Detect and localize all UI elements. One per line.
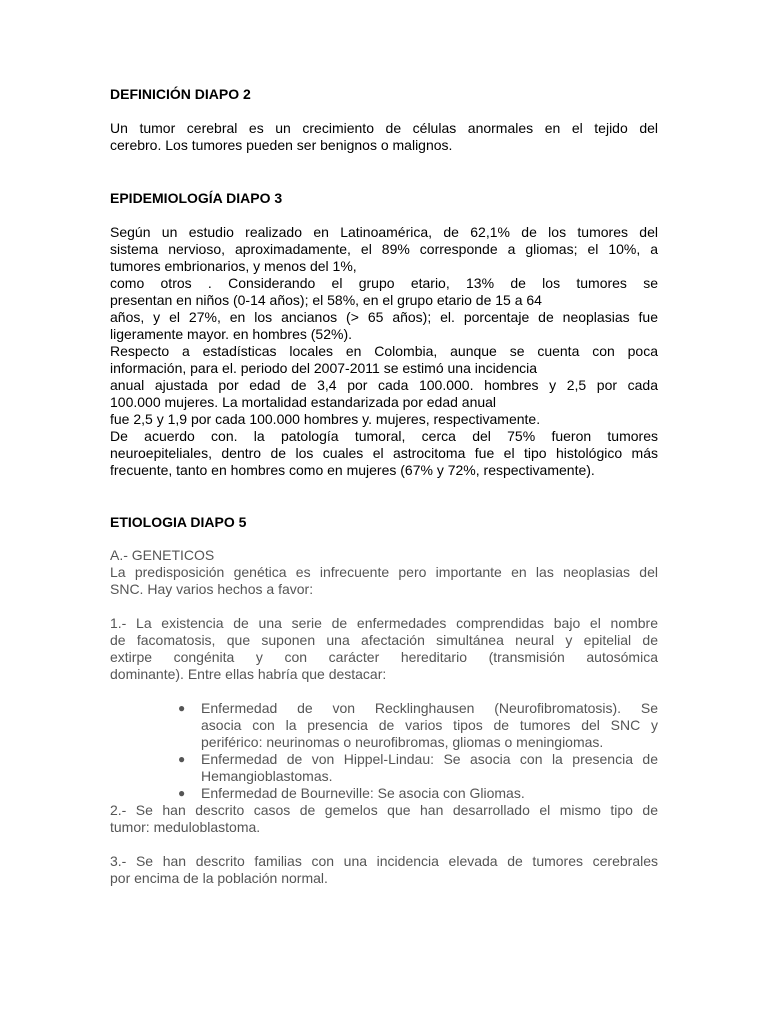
text-line: 1.- La existencia de una serie de enfermedades comprendidas bajo el nombre [110,615,658,631]
text-line: cerebro. Los tumores pueden ser benignos o malignos. [110,137,453,153]
text-line: extirpe congénita y con carácter hereditario (transmisión autosómica [110,649,658,665]
bullet-icon: ● [178,786,186,800]
paragraph-point-3 [110,853,658,887]
list-item [178,700,658,751]
text-line: SNC. Hay varios hechos a favor: [110,581,314,597]
section-heading-definicion: DEFINICIÓN DIAPO 2 [110,86,251,102]
text-line: periférico: neurinomas o neurofibromas, gliomas o meningiomas. [201,734,604,750]
paragraph-definicion [110,120,658,154]
paragraph-geneticos-intro [110,564,658,598]
text-line: dominante). Entre ellas habría que destacar: [110,666,387,682]
text-line: por encima de la población normal. [110,870,328,886]
text-line: La predisposición genética es infrecuente pero importante en las neoplasias del [110,564,658,580]
text-line: frecuente, tanto en hombres como en mujeres (67% y 72%, respectivamente). [110,462,595,478]
text-line: sistema nervioso, aproximadamente, el 89% corresponde a gliomas; el 10%, a [110,241,658,257]
text-line: 2.- Se han descrito casos de gemelos que han desarrollado el mismo tipo de [110,802,658,818]
text-line: como otros . Considerando el grupo etario, 13% de los tumores se [110,275,658,291]
list-item [178,751,658,785]
section-heading-etiologia: ETIOLOGIA DIAPO 5 [110,514,247,530]
subheading-geneticos [110,547,658,564]
paragraph-point-1 [110,615,658,683]
section-heading-epidemiologia: EPIDEMIOLOGÍA DIAPO 3 [110,190,283,206]
text-line: tumor: meduloblastoma. [110,819,261,835]
bullet-list-facomatosis [110,700,658,802]
text-line: ligeramente mayor. en hombres (52%). [110,326,352,342]
text-line: asocia con la presencia de varios tipos de tumores del SNC y [201,717,658,733]
text-line: 3.- Se han descrito familias con una incidencia elevada de tumores cerebrales [110,853,658,869]
text-line: anual ajustada por edad de 3,4 por cada 100.000. hombres y 2,5 por cada [110,377,658,393]
document-content [110,86,658,887]
text-line: Enfermedad de von Recklinghausen (Neurofibromatosis). Se [201,700,658,716]
list-item [178,785,658,802]
bullet-icon: ● [178,701,186,715]
text-line: 100.000 mujeres. La mortalidad estandarizada por edad anual [110,394,497,410]
text-line: información, para el. periodo del 2007-2011 se estimó una incidencia [110,360,538,376]
text-line: neuroepiteliales, dentro de los cuales el astrocitoma fue el tipo histológico más [110,445,658,461]
text-line: de facomatosis, que suponen una afectación simultánea neural y epitelial de [110,632,658,648]
text-line: A.- GENETICOS [110,547,215,563]
text-line: Enfermedad de von Hippel-Lindau: Se asocia con la presencia de [201,751,658,767]
text-line: Hemangioblastomas. [201,768,333,784]
text-line: años, y el 27%, en los ancianos (> 65 años); el. porcentaje de neoplasias fue [110,309,658,325]
text-line: presentan en niños (0-14 años); el 58%, en el grupo etario de 15 a 64 [110,292,542,308]
paragraph-point-2 [110,802,658,836]
text-line: tumores embrionarios, y menos del 1%, [110,258,357,274]
paragraph-epidemiologia [110,224,658,479]
text-line: Según un estudio realizado en Latinoamérica, de 62,1% de los tumores del [110,224,658,240]
bullet-icon: ● [178,752,186,766]
text-line: De acuerdo con. la patología tumoral, cerca del 75% fueron tumores [110,428,658,444]
text-line: fue 2,5 y 1,9 por cada 100.000 hombres y. mujeres, respectivamente. [110,411,541,427]
text-line: Un tumor cerebral es un crecimiento de células anormales en el tejido del [110,120,658,136]
text-line: Enfermedad de Bourneville: Se asocia con Gliomas. [201,785,525,801]
text-line: Respecto a estadísticas locales en Colombia, aunque se cuenta con poca [110,343,658,359]
